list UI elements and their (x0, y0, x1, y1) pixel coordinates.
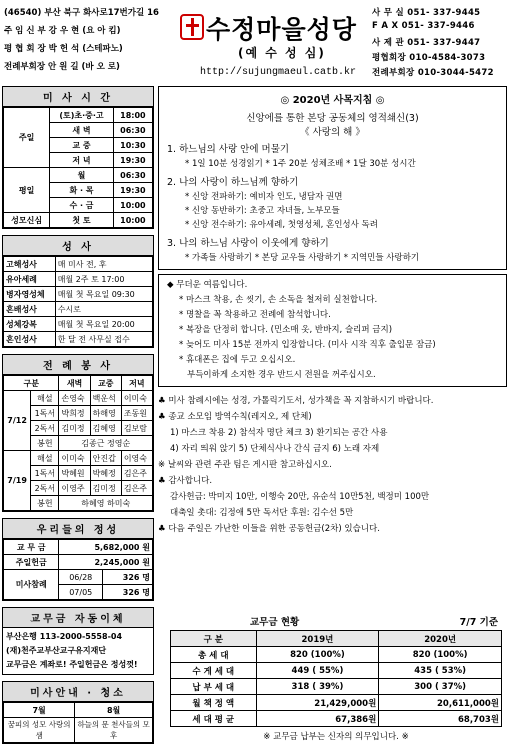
liturgy-chair: 전례부회장 안 원 길 (바 오 로) (4, 62, 120, 72)
mass-guide: 미사안내 · 청소 7월 8월 꿈피의 성모 사랑의 샘 하늘의 문 천사들의 모후 (2, 681, 154, 744)
chair-phone: 평협회장 010-4584-3073 (372, 53, 486, 63)
bulletin-header (0, 0, 509, 84)
offering-status (170, 614, 502, 742)
right-column (158, 86, 507, 537)
status-table: 구 분 2019년 2020년 총 세 대 820 (100%) 820 (100%) 수 게 세 대 449 ( 55%) 435 ( 53%) 납 부 세 대 318 ( 39%) 300 ( 37%) 월 책 정 액 21,429,000원 20,611,000원 세 대 평 균 67,386원 68,703원 (170, 630, 502, 727)
summer-notice: ◆ 무더운 여름입니다. * 마스크 착용, 손 씻기, 손 소독을 철저히 실천합니다. * 명찰을 꼭 착용하고 전례에 참석합니다. * 복장을 단정히 합니다. (민소매 옷, 반바지, 슬리퍼 금지) * 늦어도 미사 15분 전까지 입장합니다. (미사 시작 직후 출입문 잠금) * 휴대폰은 집에 두고 오십시오. 부득이하게 소지한 경우 반드시 전원을 꺼주십시오. (158, 274, 507, 387)
address: (46540) 부산 북구 화사로17번가길 16 (4, 8, 159, 18)
pastoral-heading: ◎ 2020년 사목지침 ◎ (280, 95, 385, 106)
status-footnote: ※ 교무금 납부는 신자의 의무입니다. ※ (263, 732, 409, 742)
mass-table: 주일 (토)초·중·고 18:00 새 벽 06:30 교 중 10:30 저 녁 19:30 평일 월 06:30 화 · 목 19:30 수 · 금 10:00 성모신심 첫 토 10:00 (3, 107, 153, 228)
liturgy-service: 전 례 봉 사 구분 새벽 교중 저녁 7/12 해설 손영숙 백운석 이미숙 1독서 박희정 하해영 조동원 2독서 김미정 김혜영 김보람 봉헌 김종근 정영순 7/19 해설 이미숙 안진갑 이영숙 1독서 박혜원 박혜정 김은주 2독서 이영주 김미정 김은주 봉헌 하혜영 하미숙 (2, 354, 154, 512)
sacrament-table: 고해성사 매 미사 전, 후 유아세례 매월 2주 토 17:00 병자영성체 매월 첫 목요일 09:30 혼배성사 수시로 성체강복 매월 첫 목요일 20:00 혼인성사 한 달 전 사무실 접수 (3, 256, 153, 347)
rectory-phone: 사 제 관 051- 337-9447 (372, 38, 481, 48)
office-phone: 사 무 실 051- 337-9445 (372, 8, 481, 18)
pastor: 주 임 신 부 강 우 현 (요 아 킴) (4, 26, 121, 36)
sacraments: 성 사 고해성사 매 미사 전, 후 유아세례 매월 2주 토 17:00 병자영성체 매월 첫 목요일 09:30 혼배성사 수시로 성체강복 매월 첫 목요일 20:00 혼인성사 한 달 전 사무실 접수 (2, 235, 154, 348)
pastoral-box: ◎ 2020년 사목지침 ◎ 신앙에를 통한 본당 공동체의 영적쇄신(3) 《 사랑의 해 》 1. 하느님의 사랑 안에 머물기 * 1일 10분 성경읽기 * 1주 20분 성체조배 * 1달 30분 성시간 2. 나의 사랑이 하느님께 향하기 * 신앙 전파하기: 예비자 인도, 냉담자 권면 * 신앙 동반하기: 초중고 자녀들, 노부모들 * 신앙 전수하기: 유아세례, 첫영성체, 혼인성사 독려 3. 나의 하느님 사랑이 이웃에게 향하기 * 가족들 사랑하기 * 본당 교우들 사랑하기 * 지역민들 사랑하기 (158, 86, 507, 270)
council-chair: 평 협 회 장 박 헌 석 (스테파노) (4, 44, 123, 54)
mass-times (2, 86, 154, 229)
offering-box: 우리들의 정성 교 무 금 5,682,000 원 주일헌금 2,245,000 원 미사참례 06/28 326 명 07/05 326 명 (2, 518, 154, 601)
parish-title: 수정마을성당 (206, 15, 357, 44)
offering-table: 교 무 금 5,682,000 원 주일헌금 2,245,000 원 미사참례 06/28 326 명 07/05 326 명 (3, 539, 153, 600)
parish-subtitle: (예 수 성 심) (238, 46, 326, 60)
fax: F A X 051- 337-9446 (372, 21, 475, 31)
mass-title: 미 사 시 간 (3, 87, 153, 107)
cross-logo-icon (180, 14, 204, 40)
status-date: 7/7 기준 (459, 617, 498, 628)
liturgy-phone: 전례부회장 010-3044-5472 (372, 68, 494, 78)
auto-transfer: 교무금 자동이체 부산은행 113-2000-5558-04 (재)천주교부산교구유지재단 교무금은 계좌로! 주일헌금은 정성껏! (2, 607, 154, 675)
left-column (2, 86, 154, 750)
parish-url[interactable]: http://sujungmaeul.catb.kr (200, 67, 357, 78)
status-title: 교무금 현황 (250, 617, 300, 628)
bank-account: 부산은행 113-2000-5558-04 (6, 632, 123, 641)
liturgy-table: 구분 새벽 교중 저녁 7/12 해설 손영숙 백운석 이미숙 1독서 박희정 하해영 조동원 2독서 김미정 김혜영 김보람 봉헌 김종근 정영순 7/19 해설 이미숙 안진갑 이영숙 1독서 박혜원 박혜정 김은주 2독서 이영주 김미정 김은주 봉헌 하혜영 하미숙 (3, 375, 153, 511)
announcements: ♣ 미사 참례시에는 성경, 가톨릭기도서, 성가책을 꼭 지참하시기 바랍니다. ♣ 종교 소모임 방역수칙(레지오, 제 단체) 1) 마스크 착용 2) 참석자 명단 체크 3) 환기되는 공간 사용 4) 자리 띄워 앉기 5) 단체식사나 간식 금지 6) 노래 자제 ※ 날씨와 관련 주관 팀은 게시판 참고하십시오. ♣ 감사합니다. 감사헌금: 박미지 10만, 이행숙 20만, 유순석 10만5천, 백정미 100만 대축일 촛대: 김정애 5만 독서단 후원: 김수선 5만 ♣ 다음 주일은 가난한 이들을 위한 공동헌금(2차) 있습니다. (158, 396, 434, 534)
